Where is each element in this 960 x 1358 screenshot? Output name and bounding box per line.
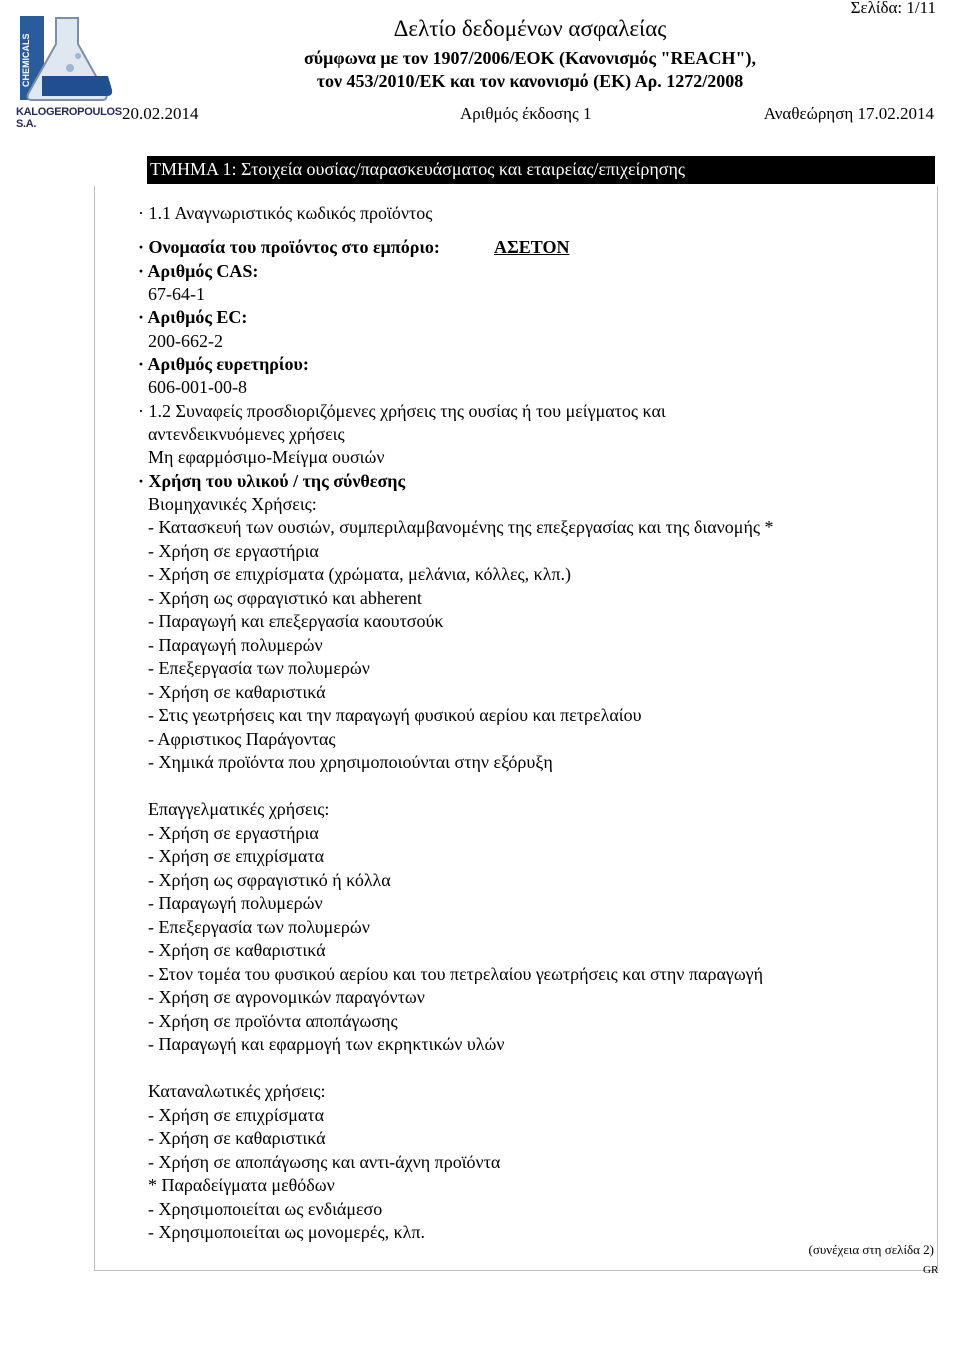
section-1-2-heading-cont: αντενδεικνυόμενες χρήσεις	[148, 424, 345, 444]
document-subtitle-2: τον 453/2010/ΕΚ και τον κανονισμό (ΕΚ) Αρ. 1272/2008	[316, 71, 744, 91]
trade-name-label: · Ονομασία του προϊόντος στο εμπόριο:	[138, 237, 440, 257]
trade-name-value: ΑΣΕΤΟΝ	[494, 237, 570, 257]
index-value: 606-001-00-8	[148, 377, 247, 397]
logo-company-name: KALOGEROPOULOS S.A.	[16, 106, 122, 130]
index-label: · Αριθμός ευρετηρίου:	[138, 354, 309, 374]
list-item: - Παραγωγή και εφαρμογή των εκρηκτικών υλών	[148, 1034, 505, 1054]
list-item: - Χρήση σε καθαριστικά	[148, 1128, 326, 1148]
page-number: Σελίδα: 1/11	[850, 0, 936, 17]
list-item: * Παραδείγματα μεθόδων	[148, 1175, 335, 1195]
ec-label: · Αριθμός ΕC:	[138, 307, 248, 327]
list-item: - Κατασκευή των ουσιών, συμπεριλαμβανομένης της επεξεργασίας και της διανομής *	[148, 517, 774, 537]
list-item: - Χρησιμοποιείται ως ενδιάμεσο	[148, 1199, 383, 1219]
list-item: - Χρησιμοποιείται ως μονομερές, κλπ.	[148, 1222, 425, 1242]
revision-date: Αναθεώρηση 17.02.2014	[763, 104, 934, 123]
list-item: - Χημικά προϊόντα που χρησιμοποιούνται στην εξόρυξη	[148, 752, 553, 772]
list-item: - Παραγωγή και επεξεργασία καουτσούκ	[148, 611, 444, 631]
ec-value: 200-662-2	[148, 331, 223, 351]
list-item: - Χρήση σε αποπάγωσης και αντι-άχνη προϊόντα	[148, 1152, 501, 1172]
list-item: - Χρήση σε επιχρίσματα (χρώματα, μελάνια, κόλλες, κλπ.)	[148, 564, 572, 584]
list-item: - Χρήση σε εργαστήρια	[148, 541, 319, 561]
use-heading: · Χρήση του υλικού / της σύνθεσης	[138, 471, 406, 491]
cas-label: · Αριθμός CAS:	[138, 261, 259, 281]
list-item: - Χρήση ως σφραγιστικό και abherent	[148, 588, 422, 608]
list-item: - Αφριστικος Παράγοντας	[148, 729, 336, 749]
list-item: - Χρήση σε επιχρίσματα	[148, 846, 325, 866]
list-item: - Χρήση σε επιχρίσματα	[148, 1105, 325, 1125]
continued-note: (συνέχεια στη σελίδα 2)	[808, 1242, 934, 1257]
list-item: - Χρήση σε εργαστήρια	[148, 823, 319, 843]
consumer-uses-heading: Καταναλωτικές χρήσεις:	[148, 1081, 326, 1101]
logo-badge: CHEMICALS	[21, 33, 31, 87]
list-item: - Παραγωγή πολυμερών	[148, 635, 323, 655]
document-subtitle-1: σύμφωνα με τον 1907/2006/ΕΟΚ (Κανονισμός "REACH"),	[304, 48, 756, 68]
list-item: - Χρήση σε καθαριστικά	[148, 682, 326, 702]
list-item: - Χρήση σε αγρονομικών παραγόντων	[148, 987, 425, 1007]
list-item: - Παραγωγή πολυμερών	[148, 893, 323, 913]
version-number: Αριθμός έκδοσης 1	[460, 104, 592, 123]
list-item: - Χρήση σε καθαριστικά	[148, 940, 326, 960]
professional-uses-heading: Επαγγελματικές χρήσεις:	[148, 799, 330, 819]
industrial-uses-heading: Βιομηχανικές Χρήσεις:	[148, 494, 317, 514]
list-item: - Επεξεργασία των πολυμερών	[148, 917, 370, 937]
section-title: ΤΜΗΜΑ 1: Στοιχεία ουσίας/παρασκευάσματος και εταιρείας/επιχείρησης	[150, 159, 686, 179]
list-item: - Χρήση σε προϊόντα αποπάγωσης	[148, 1011, 398, 1031]
section-1-2-heading: · 1.2 Συναφείς προσδιοριζόμενες χρήσεις της ουσίας ή του μείγματος και	[138, 401, 666, 421]
list-item: - Στον τομέα του φυσικού αερίου και του πετρελαίου γεωτρήσεις και στην παραγωγή	[148, 964, 764, 984]
country-code: GR	[923, 1264, 939, 1276]
cas-value: 67-64-1	[148, 284, 205, 304]
not-applicable-text: Μη εφαρμόσιμο-Μείγμα ουσιών	[148, 447, 385, 467]
list-item: - Επεξεργασία των πολυμερών	[148, 658, 370, 678]
section-1-1-heading: · 1.1 Αναγνωριστικός κωδικός προϊόντος	[138, 203, 433, 223]
list-item: - Χρήση ως σφραγιστικό ή κόλλα	[148, 870, 391, 890]
print-date: 20.02.2014	[122, 104, 199, 123]
list-item: - Στις γεωτρήσεις και την παραγωγή φυσικού αερίου και πετρελαίου	[148, 705, 642, 725]
document-title: Δελτίο δεδομένων ασφαλείας	[393, 16, 667, 41]
